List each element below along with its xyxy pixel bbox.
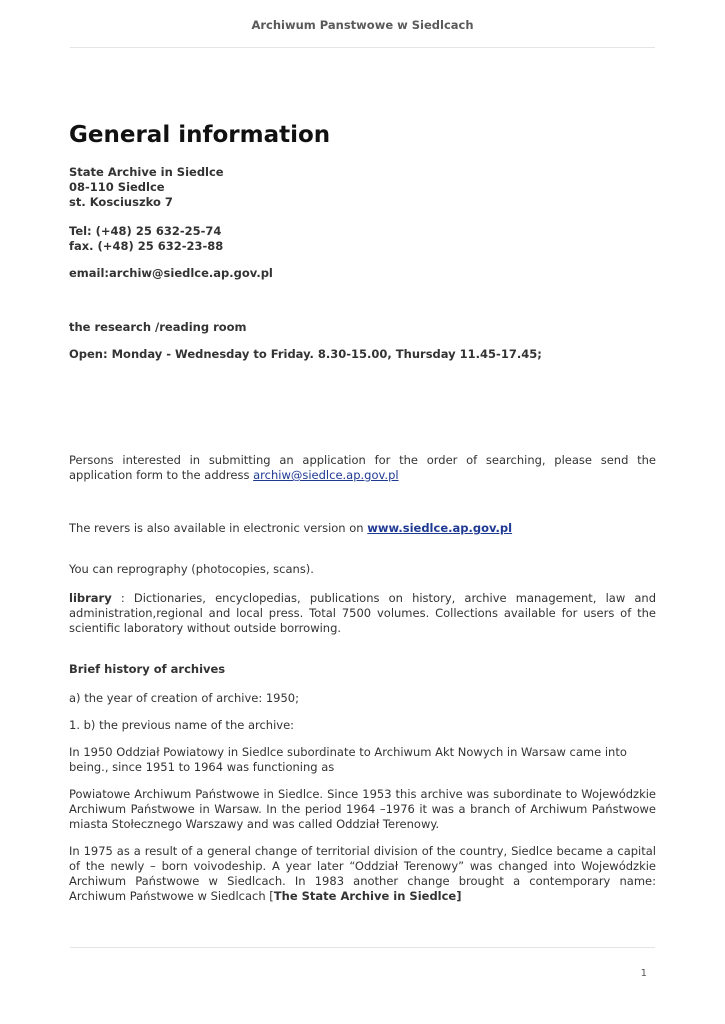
history-paragraph-1: In 1950 Oddział Powiatowy in Siedlce subordinate to Archiwum Akt Nowych in Warsaw came into being., since 1951 to 1964 was functioning as	[69, 745, 627, 774]
history-item-b: 1. b) the previous name of the archive:	[69, 718, 295, 732]
history-paragraph-2: Powiatowe Archiwum Państwowe in Siedlce. Since 1953 this archive was subordinate to Wojewódzkie Archiwum Państwowe in Warsaw. In the period 1964 –1976 it was a branch of Archiwum Państwowe miasta Stołecznego Warszawy and was called Oddział Terenowy.	[69, 787, 656, 831]
website-link[interactable]: www.siedlce.ap.gov.pl	[367, 521, 513, 535]
running-header: Archiwum Panstwowe w Siedlcach	[251, 18, 474, 32]
history-paragraph-3-text: In 1975 as a result of a general change of territorial division of the country, Siedlce became a capital of the newly – born voivodeship. A year later “Oddział Terenowy” was changed into Wojewódzkie Archiwum Państwowe w Siedlcach. In 1983 another change brought a contemporary name: Archiwum Państwowe w Siedlcach [	[69, 844, 656, 903]
reading-room-title: the research /reading room	[69, 320, 247, 334]
opening-hours: Open: Monday - Wednesday to Friday. 8.30-15.00, Thursday 11.45-17.45;	[69, 347, 542, 361]
reprography-text: You can reprography (photocopies, scans).	[69, 562, 314, 576]
address-line-3: st. Kosciuszko 7	[69, 195, 173, 209]
header-divider	[70, 47, 655, 48]
fax-number: fax. (+48) 25 632-23-88	[69, 239, 224, 253]
revers-text: The revers is also available in electronic version on	[69, 521, 368, 535]
email-address: email:archiw@siedlce.ap.gov.pl	[69, 266, 273, 280]
history-item-a: a) the year of creation of archive: 1950;	[69, 691, 299, 705]
address-line-1: State Archive in Siedlce	[69, 165, 224, 179]
page-title: General information	[69, 122, 331, 148]
main-content	[69, 120, 656, 904]
application-paragraph	[69, 453, 656, 483]
address-block	[69, 165, 656, 210]
address-line-2: 08-110 Siedlce	[69, 180, 165, 194]
revers-paragraph	[69, 521, 656, 536]
library-paragraph	[69, 591, 656, 636]
phone-number: Tel: (+48) 25 632-25-74	[69, 224, 222, 238]
application-email-link[interactable]: archiw@siedlce.ap.gov.pl	[253, 468, 399, 482]
history-paragraph-3-bold: The State Archive in Siedlce]	[273, 889, 462, 903]
application-text: Persons interested in submitting an application for the order of searching, please send the application form to the address	[69, 453, 656, 482]
library-text: : Dictionaries, encyclopedias, publications on history, archive management, law and administration,regional and local press. Total 7500 volumes. Collections available for users of the scientific laboratory without outside borrowing.	[69, 591, 656, 635]
history-paragraph-3	[69, 844, 656, 904]
contact-block	[69, 224, 656, 254]
library-label: library	[69, 591, 112, 605]
footer-divider	[70, 947, 655, 948]
history-title: Brief history of archives	[69, 662, 226, 676]
page-number: 1	[640, 968, 647, 979]
